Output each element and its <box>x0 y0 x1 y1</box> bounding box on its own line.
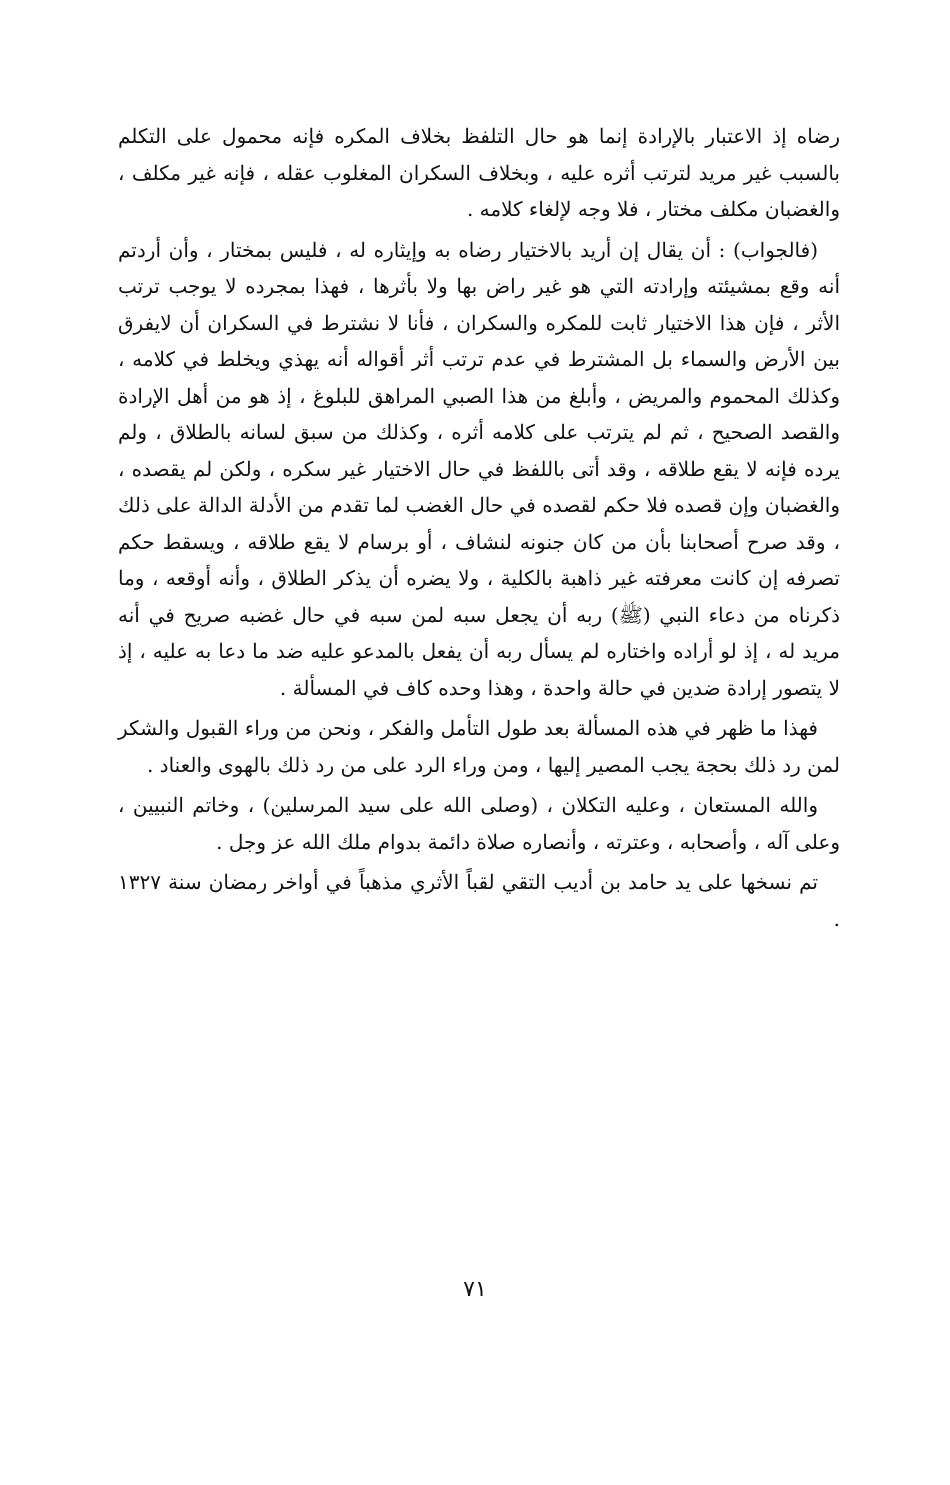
paragraph-colophon: تم نسخها على يد حامد بن أديب التقي لقباً الأثري مذهباً في أواخر رمضان سنة ١٣٢٧ . <box>118 870 840 931</box>
body-text <box>118 118 840 937</box>
paragraph-closing-prayer: والله المستعان ، وعليه التكلان ، (وصلى الله على سيد المرسلين) ، وخاتم النبيين ، وعلى آله ، وأصحابه ، وعترته ، وأنصاره صلاة دائمة بدوام ملك الله عز وجل . <box>118 793 840 854</box>
paragraph-continuation: رضاه إذ الاعتبار بالإرادة إنما هو حال التلفظ بخلاف المكره فإنه محمول على التكلم بالسبب غير مريد لترتب أثره عليه ، وبخلاف السكران المغلوب عقله ، فإنه غير مكلف ، والغضبان مكلف مختار ، فلا وجه لإلغاء كلامه . <box>118 124 840 221</box>
paragraph-conclusion: فهذا ما ظهر في هذه المسألة بعد طول التأمل والفكر ، ونحن من وراء القبول والشكر لمن رد ذلك بحجة يجب المصير إليها ، ومن وراء الرد على من رد ذلك بالهوى والعناد . <box>118 716 840 777</box>
page-number: ٧١ <box>463 1277 487 1302</box>
paragraph-answer: (فالجواب) : أن يقال إن أريد بالاختيار رضاه به وإيثاره له ، فليس بمختار ، وأن أردتم أنه وقع بمشيئته وإرادته التي هو غير راض بها ولا بأثرها ، فهذا بمجرده لا يوجب ترتب الأثر ، فإن هذا الاختيار ثابت للمكره والسكران ، فأنا لا نشترط في السكران أن لايفرق بين الأرض والسماء بل المشترط في عدم ترتب أثر أقواله أنه يهذي ويخلط في كلامه ، وكذلك المحموم والمريض ، وأبلغ من هذا الصبي المراهق للبلوغ ، إذ هو من أهل الإرادة والقصد الصحيح ، ثم لم يترتب على كلامه أثره ، وكذلك من سبق لسانه بالطلاق ، ولم يرده فإنه لا يقع طلاقه ، وقد أتى باللفظ في حال الاختيار غير سكره ، ولكن لم يقصده ، والغضبان وإن قصده فلا حكم لقصده في حال الغضب لما تقدم من الأدلة الدالة على ذلك ، وقد صرح أصحابنا بأن من كان جنونه لنشاف ، أو برسام لا يقع طلاقه ، ويسقط حكم تصرفه إن كانت معرفته غير ذاهبة بالكلية ، ولا يضره أن يذكر الطلاق ، وأنه أوقعه ، وما ذكرناه من دعاء النبي (ﷺ) ربه أن يجعل سبه لمن سبه في حال غضبه صريح في أنه مريد له ، إذ لو أراده واختاره لم يسأل ربه أن يفعل بالمدعو عليه ضد ما دعا به عليه ، إذ لا يتصور إرادة ضدين في حالة واحدة ، وهذا وحده كاف في المسألة . <box>118 237 840 700</box>
